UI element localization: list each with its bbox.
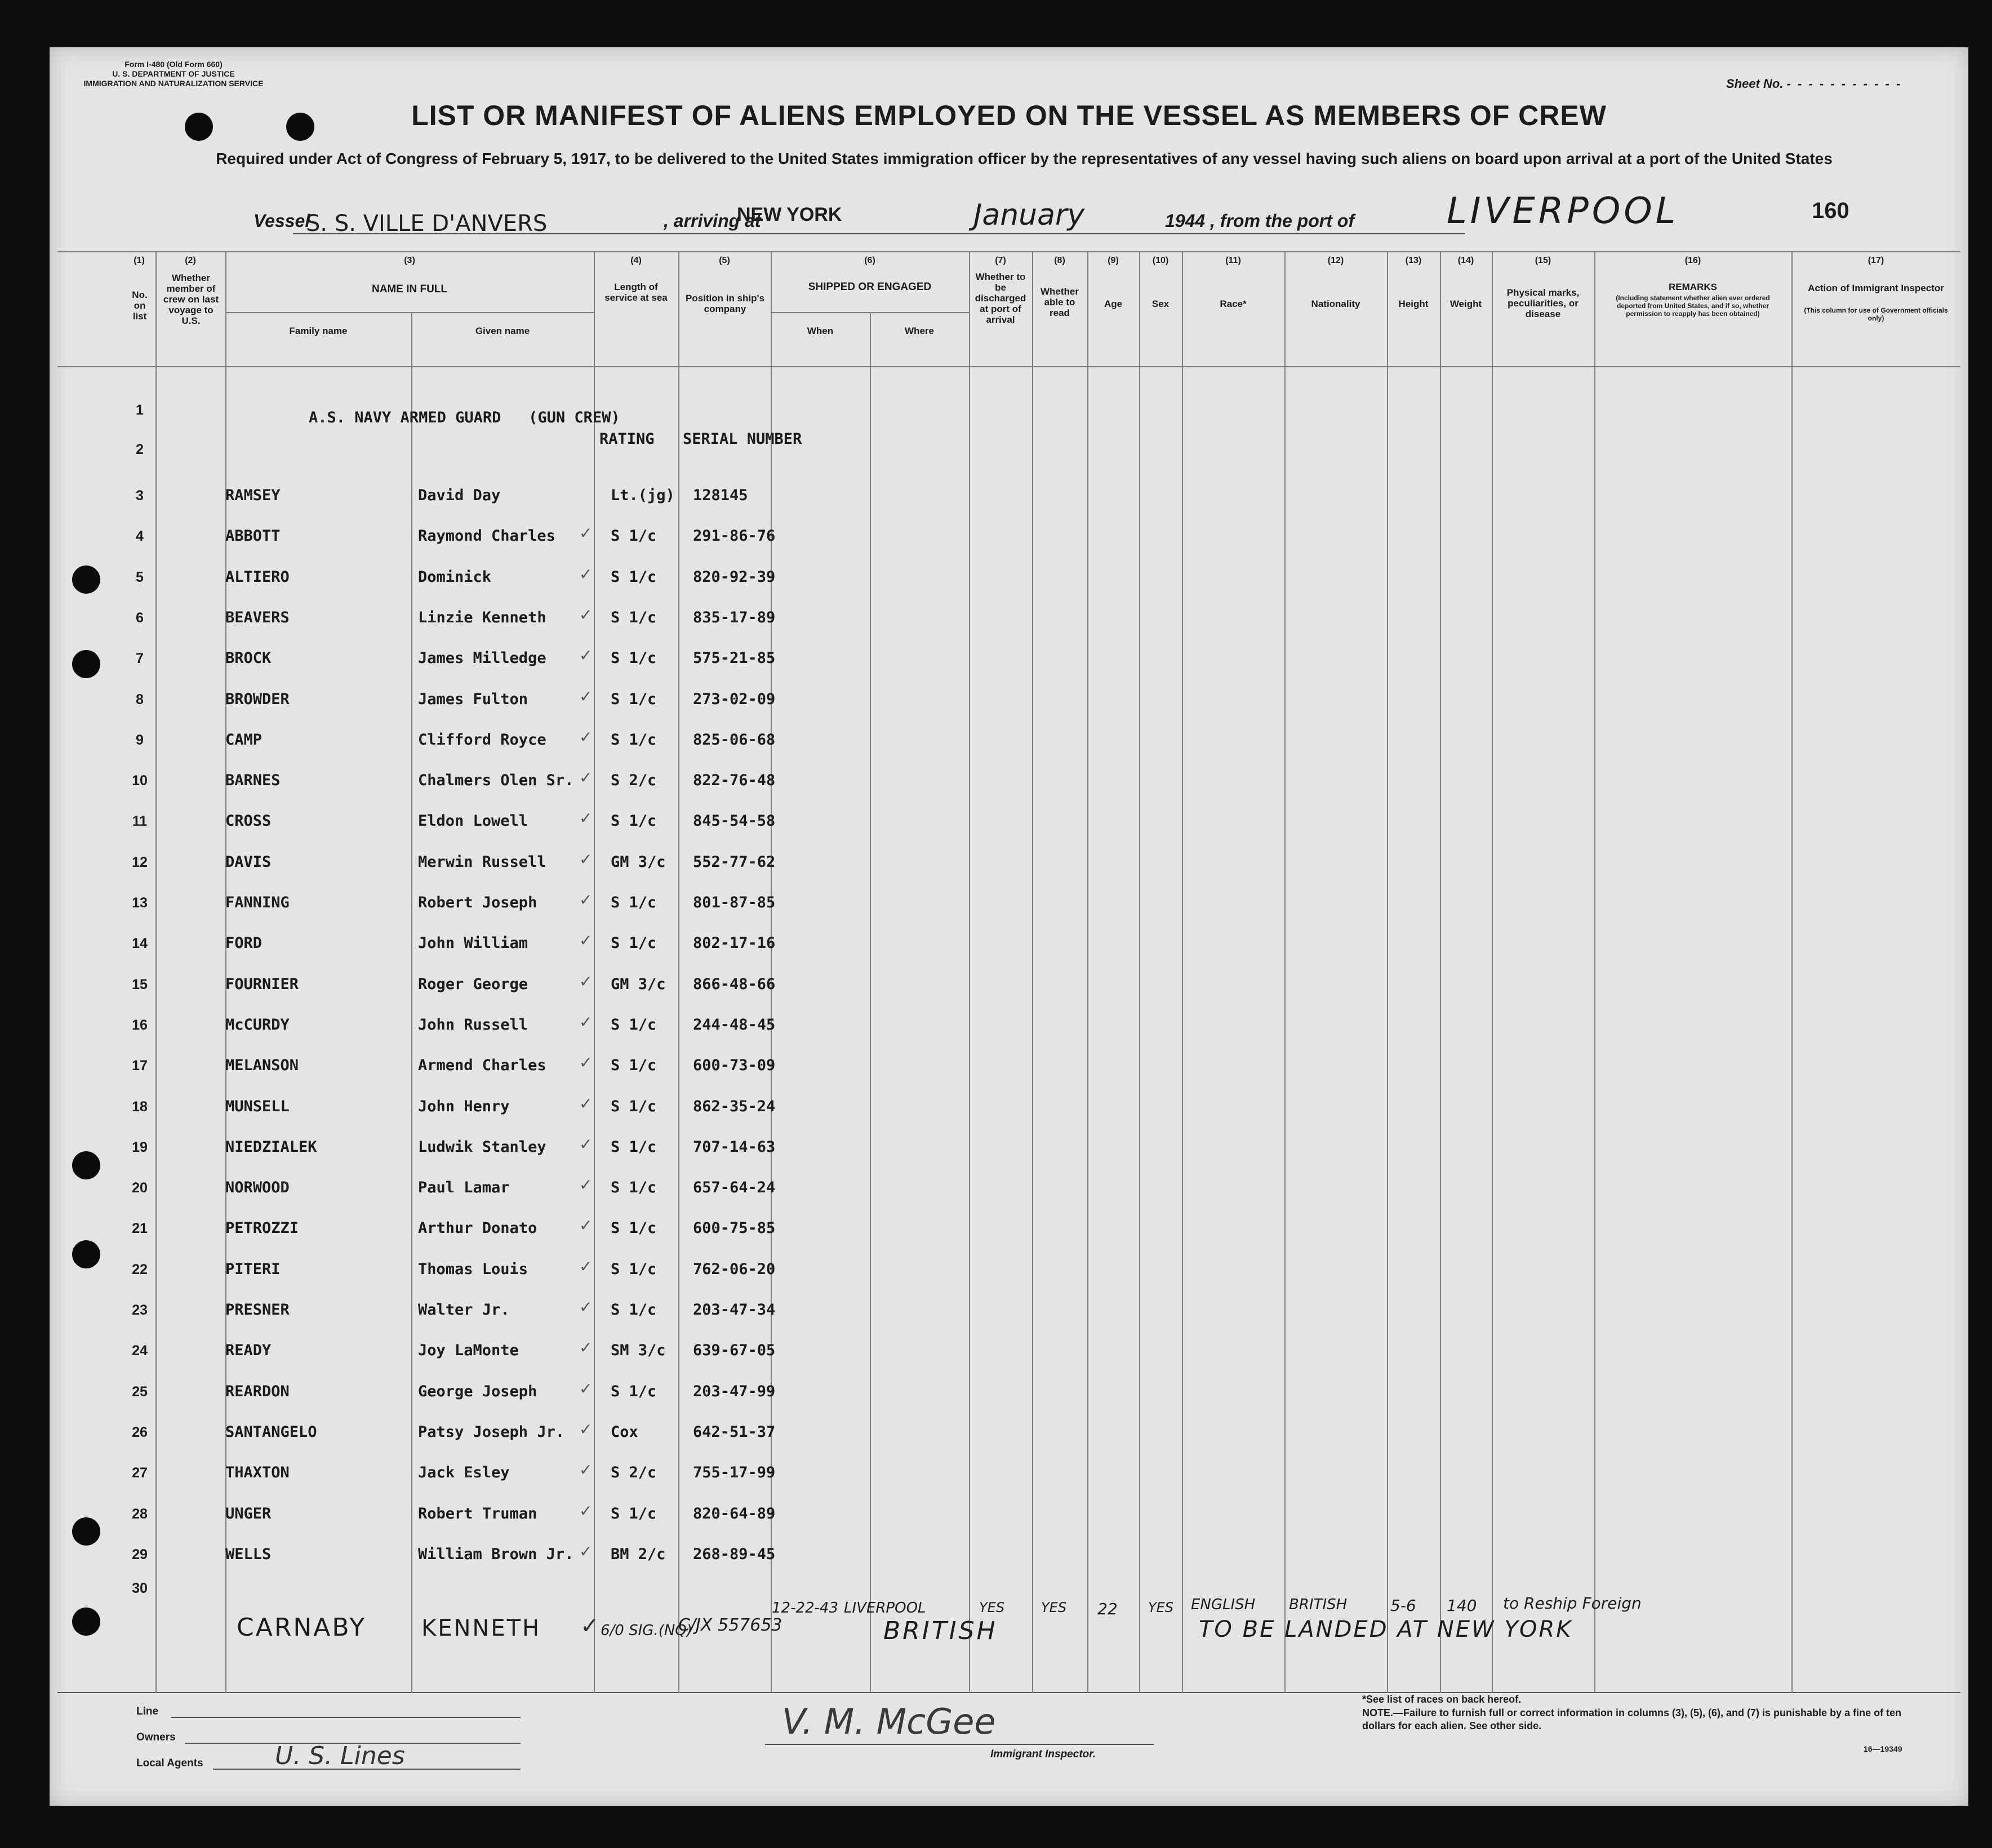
crew-given-name: Clifford Royce bbox=[418, 731, 546, 749]
col-head-physical: Physical marks, peculiarities, or disease bbox=[1506, 287, 1580, 319]
crew-given-name: William Brown Jr. bbox=[418, 1546, 574, 1563]
col-num-16: (16) bbox=[1684, 256, 1701, 265]
check-mark-icon: ✓ bbox=[579, 972, 593, 991]
col-line bbox=[678, 251, 679, 1693]
crew-serial: 268-89-45 bbox=[693, 1546, 776, 1563]
handwritten-where: LIVERPOOL bbox=[844, 1600, 926, 1617]
handwritten-when: 12-22-43 bbox=[772, 1600, 839, 1617]
handwritten-age: 22 bbox=[1097, 1600, 1118, 1618]
col-num-3: (3) bbox=[404, 256, 415, 265]
crew-given-name: Chalmers Olen Sr. bbox=[418, 772, 574, 789]
penalty-note: NOTE.—Failure to furnish full or correct information in columns (3), (5), (6), and (7) is punishable by a fine of ten dollars for each alien. See other side. bbox=[1362, 1707, 1902, 1731]
crew-serial: 755-17-99 bbox=[693, 1464, 776, 1481]
crew-serial: 575-21-85 bbox=[693, 649, 776, 667]
punch-hole bbox=[72, 1517, 100, 1546]
arriving-label: , arriving at bbox=[664, 211, 761, 231]
crew-family-name: SANTANGELO bbox=[225, 1423, 317, 1441]
handwritten-landed-note: TO BE LANDED AT NEW YORK bbox=[1199, 1617, 1573, 1642]
col-head-where: Where bbox=[905, 326, 934, 336]
crew-given-name: John William bbox=[418, 934, 528, 952]
handwritten-remarks: to Reship Foreign bbox=[1503, 1594, 1642, 1613]
row-number: 10 bbox=[132, 773, 148, 789]
crew-rating: Cox bbox=[611, 1423, 638, 1441]
crew-rating: S 1/c bbox=[611, 649, 657, 667]
check-mark-icon: ✓ bbox=[579, 1175, 593, 1194]
crew-serial: 845-54-58 bbox=[693, 812, 776, 830]
crew-serial: 657-64-24 bbox=[693, 1179, 776, 1196]
row-number: 4 bbox=[136, 528, 144, 544]
col-head-weight: Weight bbox=[1449, 299, 1482, 309]
vessel-name: S. S. VILLE D'ANVERS bbox=[306, 211, 548, 237]
crew-rating: S 1/c bbox=[611, 1505, 657, 1522]
crew-rating: S 1/c bbox=[611, 731, 657, 749]
service: IMMIGRATION AND NATURALIZATION SERVICE bbox=[83, 79, 264, 88]
crew-given-name: Joy LaMonte bbox=[418, 1342, 519, 1359]
crew-given-name: John Henry bbox=[418, 1098, 510, 1115]
crew-rating: S 1/c bbox=[611, 1261, 657, 1278]
crew-given-name: Dominick bbox=[418, 568, 492, 586]
arrival-month: January bbox=[973, 198, 1085, 232]
crew-family-name: McCURDY bbox=[225, 1016, 290, 1034]
row-number: 13 bbox=[132, 895, 148, 911]
crew-serial: 707-14-63 bbox=[693, 1138, 776, 1156]
page-number: 160 bbox=[1812, 198, 1849, 223]
check-mark-icon: ✓ bbox=[580, 1613, 599, 1639]
sheet-number-label: Sheet No. - - - - - - - - - - - bbox=[1726, 77, 1902, 91]
col-line bbox=[1139, 251, 1140, 1693]
crew-family-name: BEAVERS bbox=[225, 609, 290, 626]
crew-family-name: UNGER bbox=[225, 1505, 272, 1522]
crew-given-name: Raymond Charles bbox=[418, 527, 555, 545]
check-mark-icon: ✓ bbox=[579, 1298, 593, 1316]
crew-serial: 273-02-09 bbox=[693, 691, 776, 708]
vessel-label: Vessel bbox=[254, 211, 310, 231]
crew-rating: S 1/c bbox=[611, 894, 657, 911]
col-line bbox=[1440, 251, 1441, 1693]
col-line bbox=[594, 251, 595, 1693]
crew-rating: S 1/c bbox=[611, 1179, 657, 1196]
check-mark-icon: ✓ bbox=[579, 1216, 593, 1235]
handwritten-read: YES bbox=[1041, 1600, 1067, 1615]
col-head-height: Height bbox=[1398, 299, 1429, 309]
signature-rule bbox=[765, 1744, 1154, 1745]
arrival-year: 1944 bbox=[1165, 211, 1206, 231]
crew-serial: 801-87-85 bbox=[693, 894, 776, 911]
crew-family-name: NIEDZIALEK bbox=[225, 1138, 317, 1156]
crew-given-name: Ludwik Stanley bbox=[418, 1138, 546, 1156]
crew-family-name: MUNSELL bbox=[225, 1098, 290, 1115]
check-mark-icon: ✓ bbox=[579, 1094, 593, 1113]
crew-family-name: NORWOOD bbox=[225, 1179, 290, 1196]
crew-family-name: MELANSON bbox=[225, 1057, 299, 1074]
crew-given-name: David Day bbox=[418, 487, 501, 504]
section-title: A.S. NAVY ARMED GUARD (GUN CREW) bbox=[309, 409, 620, 426]
col-num-6: (6) bbox=[864, 256, 875, 265]
row-number: 3 bbox=[136, 488, 144, 504]
footer-agents-value: U. S. Lines bbox=[275, 1742, 405, 1770]
row-number: 17 bbox=[132, 1058, 148, 1074]
col-head-when: When bbox=[807, 326, 834, 336]
footer-owners-label: Owners bbox=[136, 1731, 176, 1743]
col-line bbox=[1182, 251, 1183, 1693]
crew-serial: 835-17-89 bbox=[693, 609, 776, 626]
crew-serial: 639-67-05 bbox=[693, 1342, 776, 1359]
crew-given-name: Merwin Russell bbox=[418, 853, 546, 871]
row-number: 27 bbox=[132, 1465, 148, 1481]
col-head-position: Position in ship's company bbox=[685, 293, 765, 314]
crew-family-name: ABBOTT bbox=[225, 527, 281, 545]
crew-serial: 820-64-89 bbox=[693, 1505, 776, 1522]
name-divider bbox=[225, 312, 594, 313]
crew-rating: S 1/c bbox=[611, 934, 657, 952]
crew-given-name: Roger George bbox=[418, 976, 528, 993]
crew-rating: S 1/c bbox=[611, 1016, 657, 1034]
from-port-label: , from the port of bbox=[1210, 211, 1354, 231]
col-head-name: NAME IN FULL bbox=[371, 283, 448, 295]
check-mark-icon: ✓ bbox=[579, 1135, 593, 1154]
crew-rating: S 2/c bbox=[611, 1464, 657, 1481]
crew-family-name: PETROZZI bbox=[225, 1219, 299, 1237]
row-number: 5 bbox=[136, 569, 144, 585]
footer-agents-label: Local Agents bbox=[136, 1757, 203, 1769]
header-top-rule bbox=[57, 251, 1960, 252]
form-info bbox=[83, 60, 264, 88]
crew-rating: Lt.(jg) bbox=[611, 487, 675, 504]
crew-serial: 600-75-85 bbox=[693, 1219, 776, 1237]
header-bottom-rule bbox=[57, 366, 1960, 367]
handwritten-nationality: BRITISH bbox=[1289, 1596, 1348, 1613]
form-code: 16—19349 bbox=[1864, 1744, 1902, 1753]
row-number: 18 bbox=[132, 1099, 148, 1115]
handwritten-position: 6/0 SIG.(NQ) bbox=[601, 1622, 692, 1639]
col-line bbox=[1492, 251, 1493, 1693]
crew-rating: S 2/c bbox=[611, 772, 657, 789]
punch-hole bbox=[72, 1151, 100, 1179]
check-mark-icon: ✓ bbox=[579, 524, 593, 542]
col-line bbox=[411, 312, 412, 1693]
crew-family-name: BROCK bbox=[225, 649, 272, 667]
col-num-7: (7) bbox=[995, 256, 1006, 265]
crew-family-name: DAVIS bbox=[225, 853, 272, 871]
crew-rating: S 1/c bbox=[611, 1383, 657, 1400]
row-number: 24 bbox=[132, 1343, 148, 1359]
arrival-port: NEW YORK bbox=[737, 204, 842, 225]
crew-given-name: Robert Truman bbox=[418, 1505, 537, 1522]
row-number: 6 bbox=[136, 610, 144, 626]
crew-serial: 862-35-24 bbox=[693, 1098, 776, 1115]
page-subtitle: Required under Act of Congress of February 5, 1917, to be delivered to the United States immigration officer by the representatives of any vessel having such aliens on board upon arrival at a port of the United States bbox=[216, 150, 1833, 167]
crew-serial: 203-47-34 bbox=[693, 1301, 776, 1319]
crew-rating: S 1/c bbox=[611, 568, 657, 586]
crew-family-name: FORD bbox=[225, 934, 263, 952]
crew-rating: GM 3/c bbox=[611, 976, 666, 993]
crew-serial: 642-51-37 bbox=[693, 1423, 776, 1441]
crew-given-name: Linzie Kenneth bbox=[418, 609, 546, 626]
row-number: 16 bbox=[132, 1017, 148, 1033]
col-num-1: (1) bbox=[134, 256, 145, 265]
col-line bbox=[1032, 251, 1033, 1693]
crew-family-name: PITERI bbox=[225, 1261, 281, 1278]
row-number: 7 bbox=[136, 651, 144, 666]
inspector-label: Immigrant Inspector. bbox=[990, 1748, 1096, 1760]
check-mark-icon: ✓ bbox=[579, 1542, 593, 1561]
handwritten-discharge: YES bbox=[979, 1600, 1005, 1615]
col-num-17: (17) bbox=[1868, 256, 1884, 265]
check-mark-icon: ✓ bbox=[579, 809, 593, 827]
col-head-read: Whether able to read bbox=[1041, 286, 1079, 318]
col-head-family: Family name bbox=[289, 326, 348, 336]
check-mark-icon: ✓ bbox=[579, 1053, 593, 1072]
col-line bbox=[1387, 251, 1388, 1693]
crew-rating: S 1/c bbox=[611, 1098, 657, 1115]
col-num-4: (4) bbox=[630, 256, 642, 265]
col-head-discharge: Whether to be discharged at port of arrival bbox=[975, 271, 1026, 325]
check-mark-icon: ✓ bbox=[579, 728, 593, 746]
row-number: 28 bbox=[132, 1506, 148, 1522]
col-head-remarks-note: (Including statement whether alien ever ordered deported from United States, and if so, whether permission to reapply has been obtained) bbox=[1616, 294, 1770, 318]
col-head-service: Length of service at sea bbox=[604, 282, 668, 303]
row-number: 19 bbox=[132, 1139, 148, 1155]
crew-serial: 244-48-45 bbox=[693, 1016, 776, 1034]
crew-family-name: BARNES bbox=[225, 772, 281, 789]
crew-rating: S 1/c bbox=[611, 1138, 657, 1156]
crew-serial: 866-48-66 bbox=[693, 976, 776, 993]
crew-given-name: Paul Lamar bbox=[418, 1179, 510, 1196]
row-number: 1 bbox=[136, 402, 144, 418]
crew-family-name: WELLS bbox=[225, 1546, 272, 1563]
crew-family-name: READY bbox=[225, 1342, 272, 1359]
col-num-8: (8) bbox=[1054, 256, 1065, 265]
col-line bbox=[1791, 251, 1793, 1693]
punch-hole bbox=[72, 650, 100, 678]
crew-given-name: George Joseph bbox=[418, 1383, 537, 1400]
crew-rating: BM 2/c bbox=[611, 1546, 666, 1563]
crew-serial: 552-77-62 bbox=[693, 853, 776, 871]
punch-hole bbox=[72, 1240, 100, 1268]
check-mark-icon: ✓ bbox=[579, 1502, 593, 1520]
races-note: *See list of races on back hereof. bbox=[1362, 1694, 1522, 1705]
col-num-12: (12) bbox=[1327, 256, 1344, 265]
check-mark-icon: ✓ bbox=[579, 931, 593, 950]
check-mark-icon: ✓ bbox=[579, 565, 593, 584]
crew-rating: SM 3/c bbox=[611, 1342, 666, 1359]
col-num-5: (5) bbox=[719, 256, 730, 265]
crew-serial: 128145 bbox=[693, 487, 748, 504]
crew-family-name: CAMP bbox=[225, 731, 263, 749]
col-head-age: Age bbox=[1104, 299, 1123, 309]
handwritten-weight: 140 bbox=[1447, 1596, 1477, 1615]
row-number: 15 bbox=[132, 977, 148, 992]
crew-serial: 600-73-09 bbox=[693, 1057, 776, 1074]
col-num-14: (14) bbox=[1457, 256, 1474, 265]
shipped-divider bbox=[771, 312, 969, 313]
crew-family-name: CROSS bbox=[225, 812, 272, 830]
crew-family-name: PRESNER bbox=[225, 1301, 290, 1319]
handwritten-given: KENNETH bbox=[421, 1615, 541, 1641]
handwritten-height: 5-6 bbox=[1390, 1596, 1416, 1615]
crew-rating: S 1/c bbox=[611, 812, 657, 830]
check-mark-icon: ✓ bbox=[579, 890, 593, 909]
row-number: 22 bbox=[132, 1262, 148, 1277]
row-number: 23 bbox=[132, 1302, 148, 1318]
department: U. S. DEPARTMENT OF JUSTICE bbox=[112, 69, 235, 78]
crew-serial: 820-92-39 bbox=[693, 568, 776, 586]
row-number: 30 bbox=[132, 1580, 148, 1596]
row-number: 14 bbox=[132, 936, 148, 951]
crew-given-name: James Fulton bbox=[418, 691, 528, 708]
crew-given-name: Robert Joseph bbox=[418, 894, 537, 911]
footer-line-label: Line bbox=[136, 1705, 159, 1717]
crew-rating: S 1/c bbox=[611, 691, 657, 708]
col-head-no: No. on list bbox=[132, 290, 148, 322]
col-num-11: (11) bbox=[1225, 256, 1241, 265]
footer-line-rule bbox=[171, 1717, 521, 1718]
crew-given-name: Thomas Louis bbox=[418, 1261, 528, 1278]
col-line bbox=[1594, 251, 1595, 1693]
page-title: LIST OR MANIFEST OF ALIENS EMPLOYED ON THE VESSEL AS MEMBERS OF CREW bbox=[411, 100, 1607, 131]
crew-rating: S 1/c bbox=[611, 1057, 657, 1074]
crew-serial: 203-47-99 bbox=[693, 1383, 776, 1400]
crew-serial: 291-86-76 bbox=[693, 527, 776, 545]
col-head-remarks: REMARKS bbox=[1669, 282, 1717, 292]
crew-rating: S 1/c bbox=[611, 1219, 657, 1237]
check-mark-icon: ✓ bbox=[579, 1460, 593, 1479]
row-number: 26 bbox=[132, 1424, 148, 1440]
check-mark-icon: ✓ bbox=[579, 687, 593, 706]
inspector-signature: V. M. McGee bbox=[782, 1701, 996, 1742]
crew-family-name: ALTIERO bbox=[225, 568, 290, 586]
manifest-sheet bbox=[50, 47, 1968, 1806]
crew-given-name: John Russell bbox=[418, 1016, 528, 1034]
col-line bbox=[969, 251, 970, 1693]
section-rating: RATING bbox=[599, 430, 655, 448]
crew-rating: GM 3/c bbox=[611, 853, 666, 871]
col-num-13: (13) bbox=[1405, 256, 1422, 265]
crew-family-name: RAMSEY bbox=[225, 487, 281, 504]
row-number: 11 bbox=[132, 813, 148, 829]
check-mark-icon: ✓ bbox=[579, 768, 593, 787]
crew-family-name: REARDON bbox=[225, 1383, 290, 1400]
col-head-given: Given name bbox=[475, 326, 530, 336]
crew-family-name: BROWDER bbox=[225, 691, 290, 708]
crew-given-name: Patsy Joseph Jr. bbox=[418, 1423, 565, 1441]
col-head-race: Race* bbox=[1220, 299, 1247, 309]
col-head-nationality: Nationality bbox=[1311, 299, 1360, 309]
check-mark-icon: ✓ bbox=[579, 605, 593, 624]
row-number: 20 bbox=[132, 1180, 148, 1196]
crew-given-name: Arthur Donato bbox=[418, 1219, 537, 1237]
check-mark-icon: ✓ bbox=[579, 1420, 593, 1439]
row-number: 21 bbox=[132, 1221, 148, 1236]
row-number: 25 bbox=[132, 1384, 148, 1400]
col-num-2: (2) bbox=[185, 256, 196, 265]
crew-family-name: FANNING bbox=[225, 894, 290, 911]
crew-rating: S 1/c bbox=[611, 609, 657, 626]
check-mark-icon: ✓ bbox=[579, 1379, 593, 1398]
crew-family-name: FOURNIER bbox=[225, 976, 299, 993]
crew-serial: 762-06-20 bbox=[693, 1261, 776, 1278]
row-number: 9 bbox=[136, 732, 144, 748]
check-mark-icon: ✓ bbox=[579, 850, 593, 869]
crew-rating: S 1/c bbox=[611, 527, 657, 545]
col-num-15: (15) bbox=[1535, 256, 1551, 265]
handwritten-race: ENGLISH bbox=[1191, 1596, 1256, 1613]
section-serial: SERIAL NUMBER bbox=[683, 430, 802, 448]
col-head-last-voyage: Whether member of crew on last voyage to U.S. bbox=[163, 273, 219, 326]
crew-serial: 825-06-68 bbox=[693, 731, 776, 749]
punch-hole bbox=[72, 1607, 100, 1636]
check-mark-icon: ✓ bbox=[579, 646, 593, 665]
crew-rating: S 1/c bbox=[611, 1301, 657, 1319]
col-num-9: (9) bbox=[1108, 256, 1119, 265]
col-head-action: Action of Immigrant Inspector bbox=[1808, 283, 1944, 293]
col-line bbox=[1284, 251, 1286, 1693]
check-mark-icon: ✓ bbox=[579, 1257, 593, 1276]
crew-given-name: Eldon Lowell bbox=[418, 812, 528, 830]
crew-given-name: James Milledge bbox=[418, 649, 546, 667]
form-number: Form I-480 (Old Form 660) bbox=[124, 60, 223, 69]
col-head-shipped: SHIPPED OR ENGAGED bbox=[808, 281, 932, 293]
col-num-10: (10) bbox=[1152, 256, 1169, 265]
crew-given-name: Armend Charles bbox=[418, 1057, 546, 1074]
row-number: 29 bbox=[132, 1547, 148, 1562]
col-line bbox=[870, 312, 871, 1693]
check-mark-icon: ✓ bbox=[579, 1013, 593, 1031]
handwritten-sex: YES bbox=[1148, 1600, 1174, 1615]
check-mark-icon: ✓ bbox=[579, 1338, 593, 1357]
handwritten-nationality-2: BRITISH bbox=[883, 1617, 998, 1645]
punch-hole bbox=[72, 565, 100, 594]
crew-given-name: Jack Esley bbox=[418, 1464, 510, 1481]
col-line bbox=[1087, 251, 1088, 1693]
handwritten-id: C/JX 557653 bbox=[678, 1615, 782, 1635]
col-head-sex: Sex bbox=[1151, 299, 1170, 309]
crew-family-name: THAXTON bbox=[225, 1464, 290, 1481]
departure-port: LIVERPOOL bbox=[1447, 190, 1679, 232]
handwritten-family: CARNABY bbox=[237, 1613, 367, 1642]
crew-serial: 822-76-48 bbox=[693, 772, 776, 789]
row-number: 2 bbox=[136, 442, 144, 457]
crew-serial: 802-17-16 bbox=[693, 934, 776, 952]
row-number: 8 bbox=[136, 692, 144, 707]
crew-given-name: Walter Jr. bbox=[418, 1301, 510, 1319]
row-number: 12 bbox=[132, 854, 148, 870]
col-head-action-note: (This column for use of Government officials only) bbox=[1804, 306, 1948, 322]
